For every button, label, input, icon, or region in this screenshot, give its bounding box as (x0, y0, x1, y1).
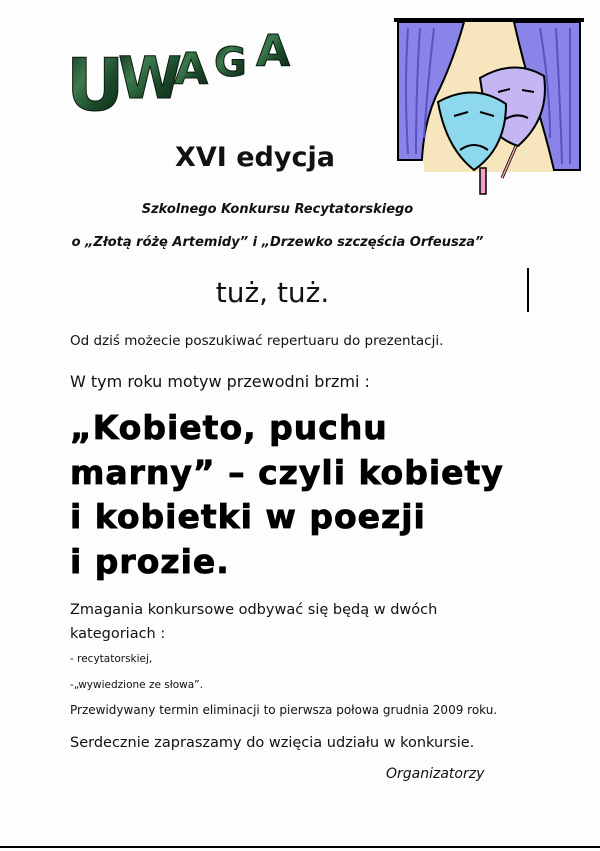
wordart-title (66, 22, 306, 122)
motif-intro: W tym roku motyw przewodni brzmi : (70, 372, 370, 391)
edition-heading: XVI edycja (175, 142, 335, 173)
wordart-letter: A (256, 26, 291, 77)
soon-text: tuż, tuż. (215, 276, 330, 309)
motto-heading: „Kobieto, puchu marny” – czyli kobiety i kobietki w poezji i prozie. (70, 408, 504, 581)
wordart-letter: W (118, 44, 182, 112)
page-bottom-border (0, 846, 600, 848)
wordart-letter: U (66, 43, 125, 122)
categories-intro: Zmagania konkursowe odbywać się będą w dwóch kategoriach : (70, 602, 438, 642)
category-item: -„wywiedzione ze słowa”. (70, 679, 203, 691)
category-item: - recytatorskiej, (70, 653, 153, 665)
wordart-letter: G (214, 40, 247, 86)
contest-name: Szkolnego Konkursu Recytatorskiego (141, 202, 414, 217)
text-cursor (527, 268, 529, 312)
wordart-letter: A (174, 44, 209, 95)
repertoire-text: Od dziś możecie poszukiwać repertuaru do prezentacji. (70, 333, 444, 349)
term-text: Przewidywany termin eliminacji to pierwsza połowa grudnia 2009 roku. (70, 703, 498, 717)
signature: Organizatorzy (386, 766, 485, 782)
invite-text: Serdecznie zapraszamy do wzięcia udziału w konkursie. (70, 735, 475, 751)
contest-prize: o „Złotą różę Artemidy” i „Drzewko szczęścia Orfeusza” (71, 235, 484, 250)
